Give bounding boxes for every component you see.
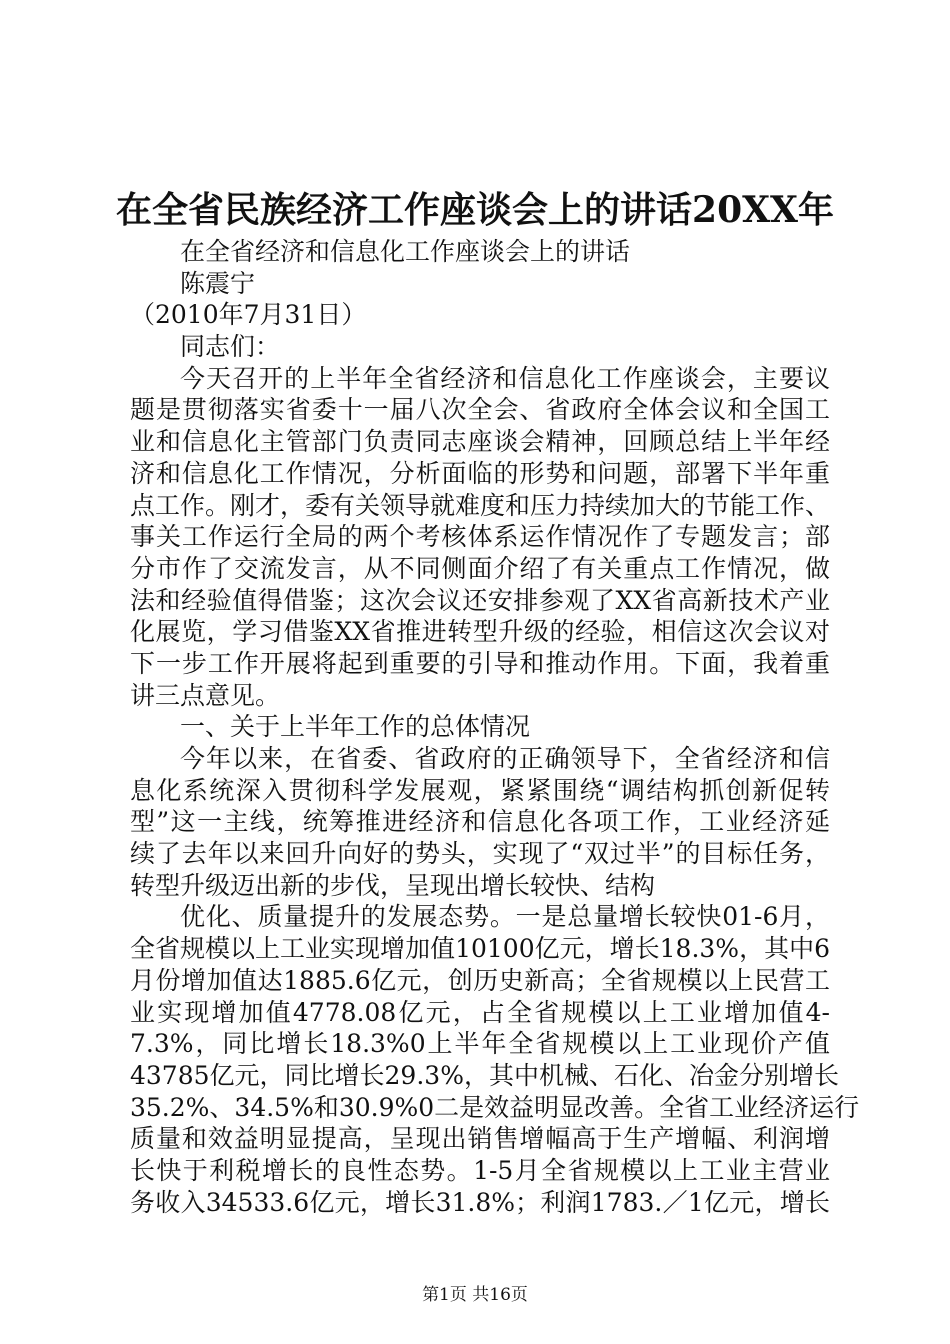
- text-line: 同志们：: [180, 332, 281, 362]
- text-line: 济和信息化工作情况，分析面临的形势和问题，部署下半年重: [130, 458, 830, 488]
- text-line: 一、关于上半年工作的总体情况: [180, 712, 531, 742]
- text-line: 35.2%、34.5%和30.9%0二是效益明显改善。全省工业经济运行: [130, 1092, 860, 1122]
- text-line: 型”这一主线，统筹推进经济和信息化各项工作，工业经济延: [130, 807, 830, 837]
- text-line: 法和经验值得借鉴；这次会议还安排参观了XX省高新技术产业: [130, 585, 830, 615]
- text-line: 转型升级迈出新的步伐，呈现出增长较快、结构: [130, 870, 656, 900]
- text-line: 续了去年以来回升向好的势头，实现了“双过半”的目标任务，: [130, 839, 830, 869]
- text-line: 分市作了交流发言，从不同侧面介绍了有关重点工作情况，做: [130, 553, 830, 583]
- text-line: 全省规模以上工业实现增加值10100亿元，增长18.3%，其中6: [130, 934, 830, 964]
- text-line: 业和信息化主管部门负责同志座谈会精神，回顾总结上半年经: [130, 427, 830, 457]
- text-line: 业实现增加值4778.08亿元，占全省规模以上工业增加值4-: [130, 997, 830, 1027]
- text-line: 质量和效益明显提高，呈现出销售增幅高于生产增幅、利润增: [130, 1124, 830, 1154]
- text-line: 7.3%，同比增长18.3%0上半年全省规模以上工业现价产值: [130, 1029, 830, 1059]
- text-line: 今年以来，在省委、省政府的正确领导下，全省经济和信: [180, 744, 830, 773]
- text-line: 今天召开的上半年全省经济和信息化工作座谈会，主要议: [180, 363, 830, 393]
- text-line: 陈震宁: [180, 268, 256, 298]
- text-line: 点工作。刚才，委有关领导就难度和压力持续加大的节能工作、: [130, 490, 831, 520]
- text-line: （2010年7月31日）: [130, 300, 367, 330]
- document-body: [130, 236, 860, 1218]
- text-line: 长快于利税增长的良性态势。1-5月全省规模以上工业主营业: [130, 1155, 830, 1185]
- text-line: 43785亿元，同比增长29.3%，其中机械、石化、冶金分别增长: [130, 1060, 839, 1090]
- document-title: 在全省民族经济工作座谈会上的讲话20XX年: [116, 189, 834, 231]
- text-line: 优化、质量提升的发展态势。一是总量增长较快01-6月，: [180, 902, 830, 932]
- text-line: 月份增加值达1885.6亿元，创历史新高；全省规模以上民营工: [130, 965, 830, 995]
- text-line: 化展览，学习借鉴XX省推进转型升级的经验，相信这次会议对: [130, 617, 830, 647]
- text-line: 题是贯彻落实省委十一届八次全会、省政府全体会议和全国工: [130, 395, 830, 425]
- page-footer: 第1页 共16页: [422, 1285, 528, 1305]
- text-line: 息化系统深入贯彻科学发展观，紧紧围绕“调结构抓创新促转: [130, 775, 830, 805]
- text-line: 讲三点意见。: [130, 680, 281, 710]
- text-line: 在全省经济和信息化工作座谈会上的讲话: [180, 237, 631, 266]
- text-line: 事关工作运行全局的两个考核体系运作情况作了专题发言；部: [130, 522, 830, 552]
- text-line: 下一步工作开展将起到重要的引导和推动作用。下面，我着重: [130, 648, 830, 678]
- text-line: 务收入34533.6亿元，增长31.8%；利润1783.／1亿元，增长: [130, 1187, 830, 1217]
